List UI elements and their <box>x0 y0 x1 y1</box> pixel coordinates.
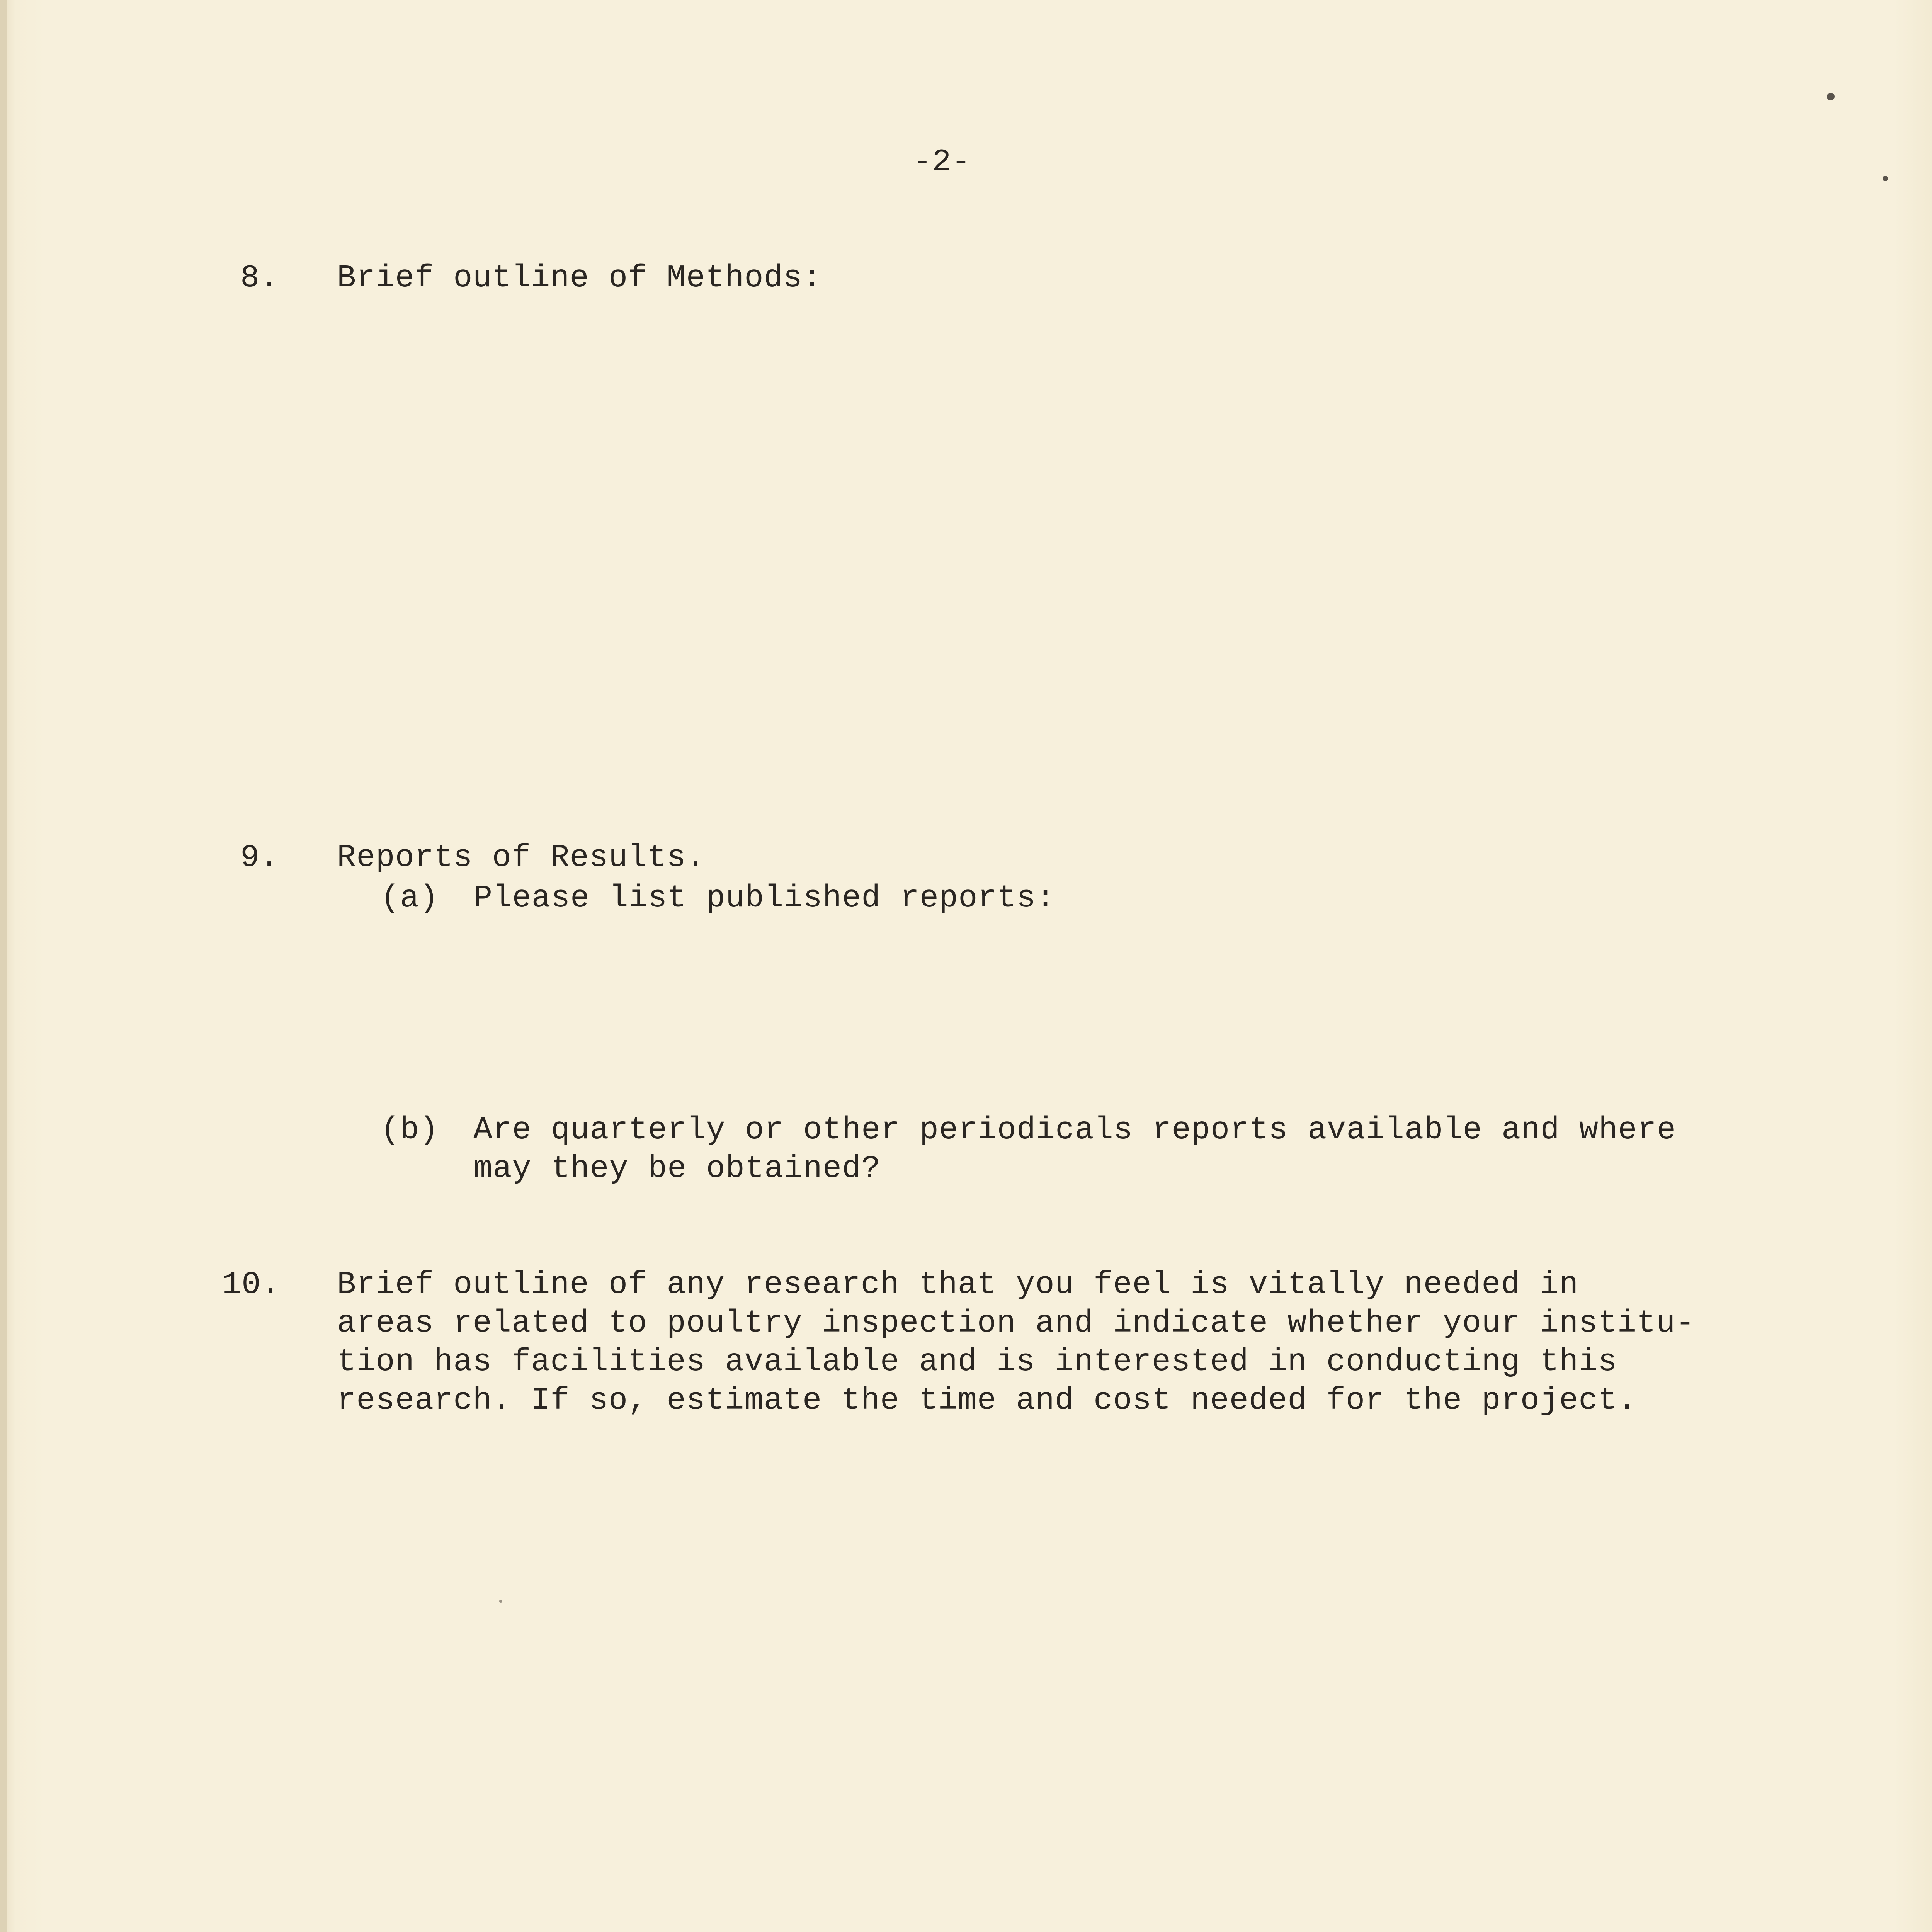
item-10-text-line-4: research. If so, estimate the time and cost needed for the project. <box>337 1383 1637 1418</box>
item-8-text: Brief outline of Methods: <box>337 260 822 296</box>
item-9a-label: (a) <box>381 880 439 916</box>
paper-speck <box>1827 93 1835 100</box>
item-10-text-line-3: tion has facilities available and is interested in conducting this <box>337 1344 1617 1380</box>
paper-speck <box>1883 176 1888 181</box>
page-left-edge <box>0 0 7 1932</box>
item-10-text-line-1: Brief outline of any research that you feel is vitally needed in <box>337 1267 1579 1303</box>
item-10-text-line-2: areas related to poultry inspection and indicate whether your institu- <box>337 1305 1695 1341</box>
page-number: -2- <box>913 144 971 180</box>
item-8-number: 8. <box>240 260 279 296</box>
item-9b-label: (b) <box>381 1112 439 1148</box>
item-9b-text-line-1: Are quarterly or other periodicals reports available and where <box>473 1112 1676 1148</box>
item-10-number: 10. <box>222 1267 281 1303</box>
item-9a-text: Please list published reports: <box>473 880 1056 916</box>
item-9b-text-line-2: may they be obtained? <box>473 1151 881 1187</box>
item-9-number: 9. <box>240 840 279 876</box>
item-9-text: Reports of Results. <box>337 840 706 876</box>
paper-speck <box>499 1600 502 1603</box>
